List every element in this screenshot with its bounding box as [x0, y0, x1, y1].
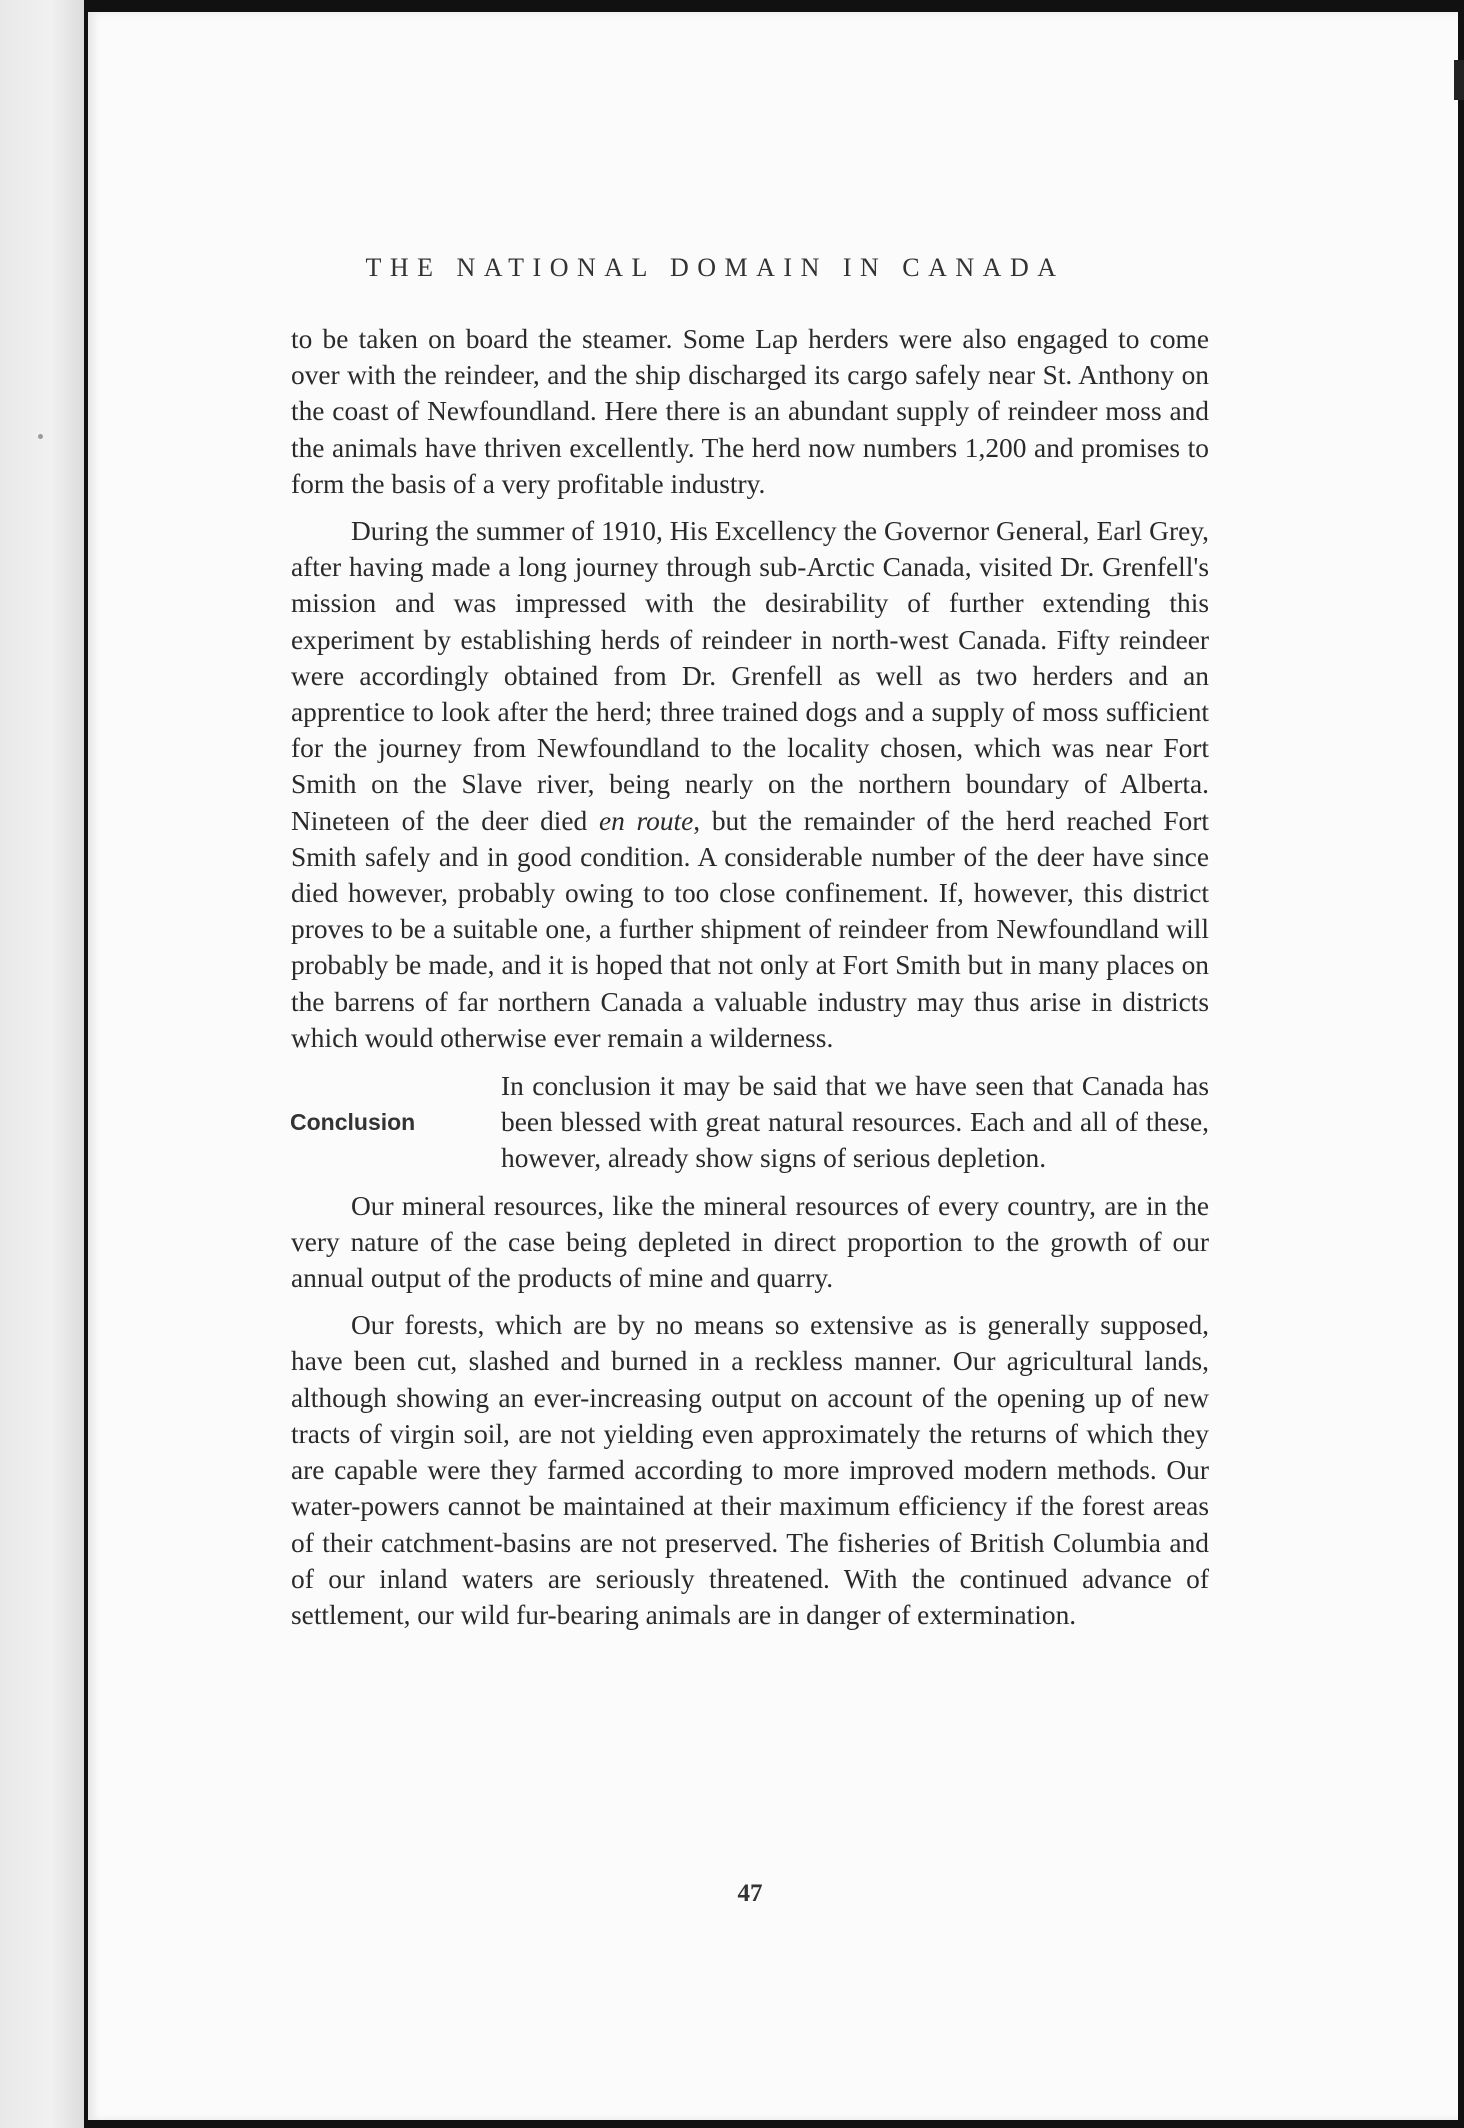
page-body	[291, 321, 1209, 1633]
scan-speck	[38, 434, 43, 439]
paragraph-conclusion: In conclusion it may be said that we have seen that Canada has been blessed with great natural resources. Each and all of these, however, already show signs of serious depletion.	[501, 1071, 1209, 1174]
sidenote-conclusion: Conclusion	[290, 1109, 416, 1136]
page-number: 47	[737, 1880, 763, 1907]
paragraph-2-continued: , but the remainder of the herd reached Fort Smith safely and in good condition. A considerable number of the deer have since died however, probably owing to too close confinement. If, however, this district proves to be a suitable one, a further shipment of reindeer from Newfoundland will probably be made, and it is hoped that not only at Fort Smith but in many places on the barrens of far northern Canada a valuable industry may thus arise in districts which would otherwise ever remain a wilderness.	[291, 805, 1209, 1053]
paragraph-2-text: During the summer of 1910, His Excellency the Governor General, Earl Grey, after having made a long journey through sub-Arctic Canada, visited Dr. Grenfell's mission and was impressed with the desirability of further extending this experiment by establishing herds of reindeer in north-west Canada. Fifty reindeer were accordingly obtained from Dr. Grenfell as well as two herders and an apprentice to look after the herd; three trained dogs and a supply of moss sufficient for the journey from Newfoundland to the locality chosen, which was near Fort Smith on the Slave river, being nearly on the northern boundary of Alberta. Nineteen of the deer died	[291, 516, 1209, 836]
italic-phrase: en route	[598, 805, 694, 836]
paragraph-1: to be taken on board the steamer. Some Lap herders were also engaged to come over with the reindeer, and the ship discharged its cargo safely near St. Anthony on the coast of Newfoundland. Here there is an abundant supply of reindeer moss and the animals have thriven excellently. The herd now numbers 1,200 and promises to form the basis of a very profitable industry.	[291, 324, 1209, 499]
paragraph-forests: Our forests, which are by no means so extensive as is generally supposed, have been cut, slashed and burned in a reckless manner. Our agricultural lands, although showing an ever-increasing output on account of the opening up of new tracts of virgin soil, are not yielding even approximately the returns of which they are capable were they farmed according to more improved modern methods. Our water-powers cannot be maintained at their maximum efficiency if the forest areas of their catchment-basins are not preserved. The fisheries of British Columbia and of our inland waters are seriously threatened. With the continued advance of settlement, our wild fur-bearing animals are in danger of extermination.	[291, 1310, 1209, 1630]
paragraph-mineral: Our mineral resources, like the mineral resources of every country, are in the very nature of the case being depleted in direct proportion to the growth of our annual output of the products of mine and quarry.	[291, 1190, 1209, 1294]
conclusion-section	[291, 1068, 1209, 1177]
scan-edge-mark	[1454, 60, 1464, 100]
scan-left-margin	[0, 0, 84, 2128]
running-head: THE NATIONAL DOMAIN IN CANADA	[365, 253, 1065, 282]
paragraph-2	[291, 513, 1209, 1056]
